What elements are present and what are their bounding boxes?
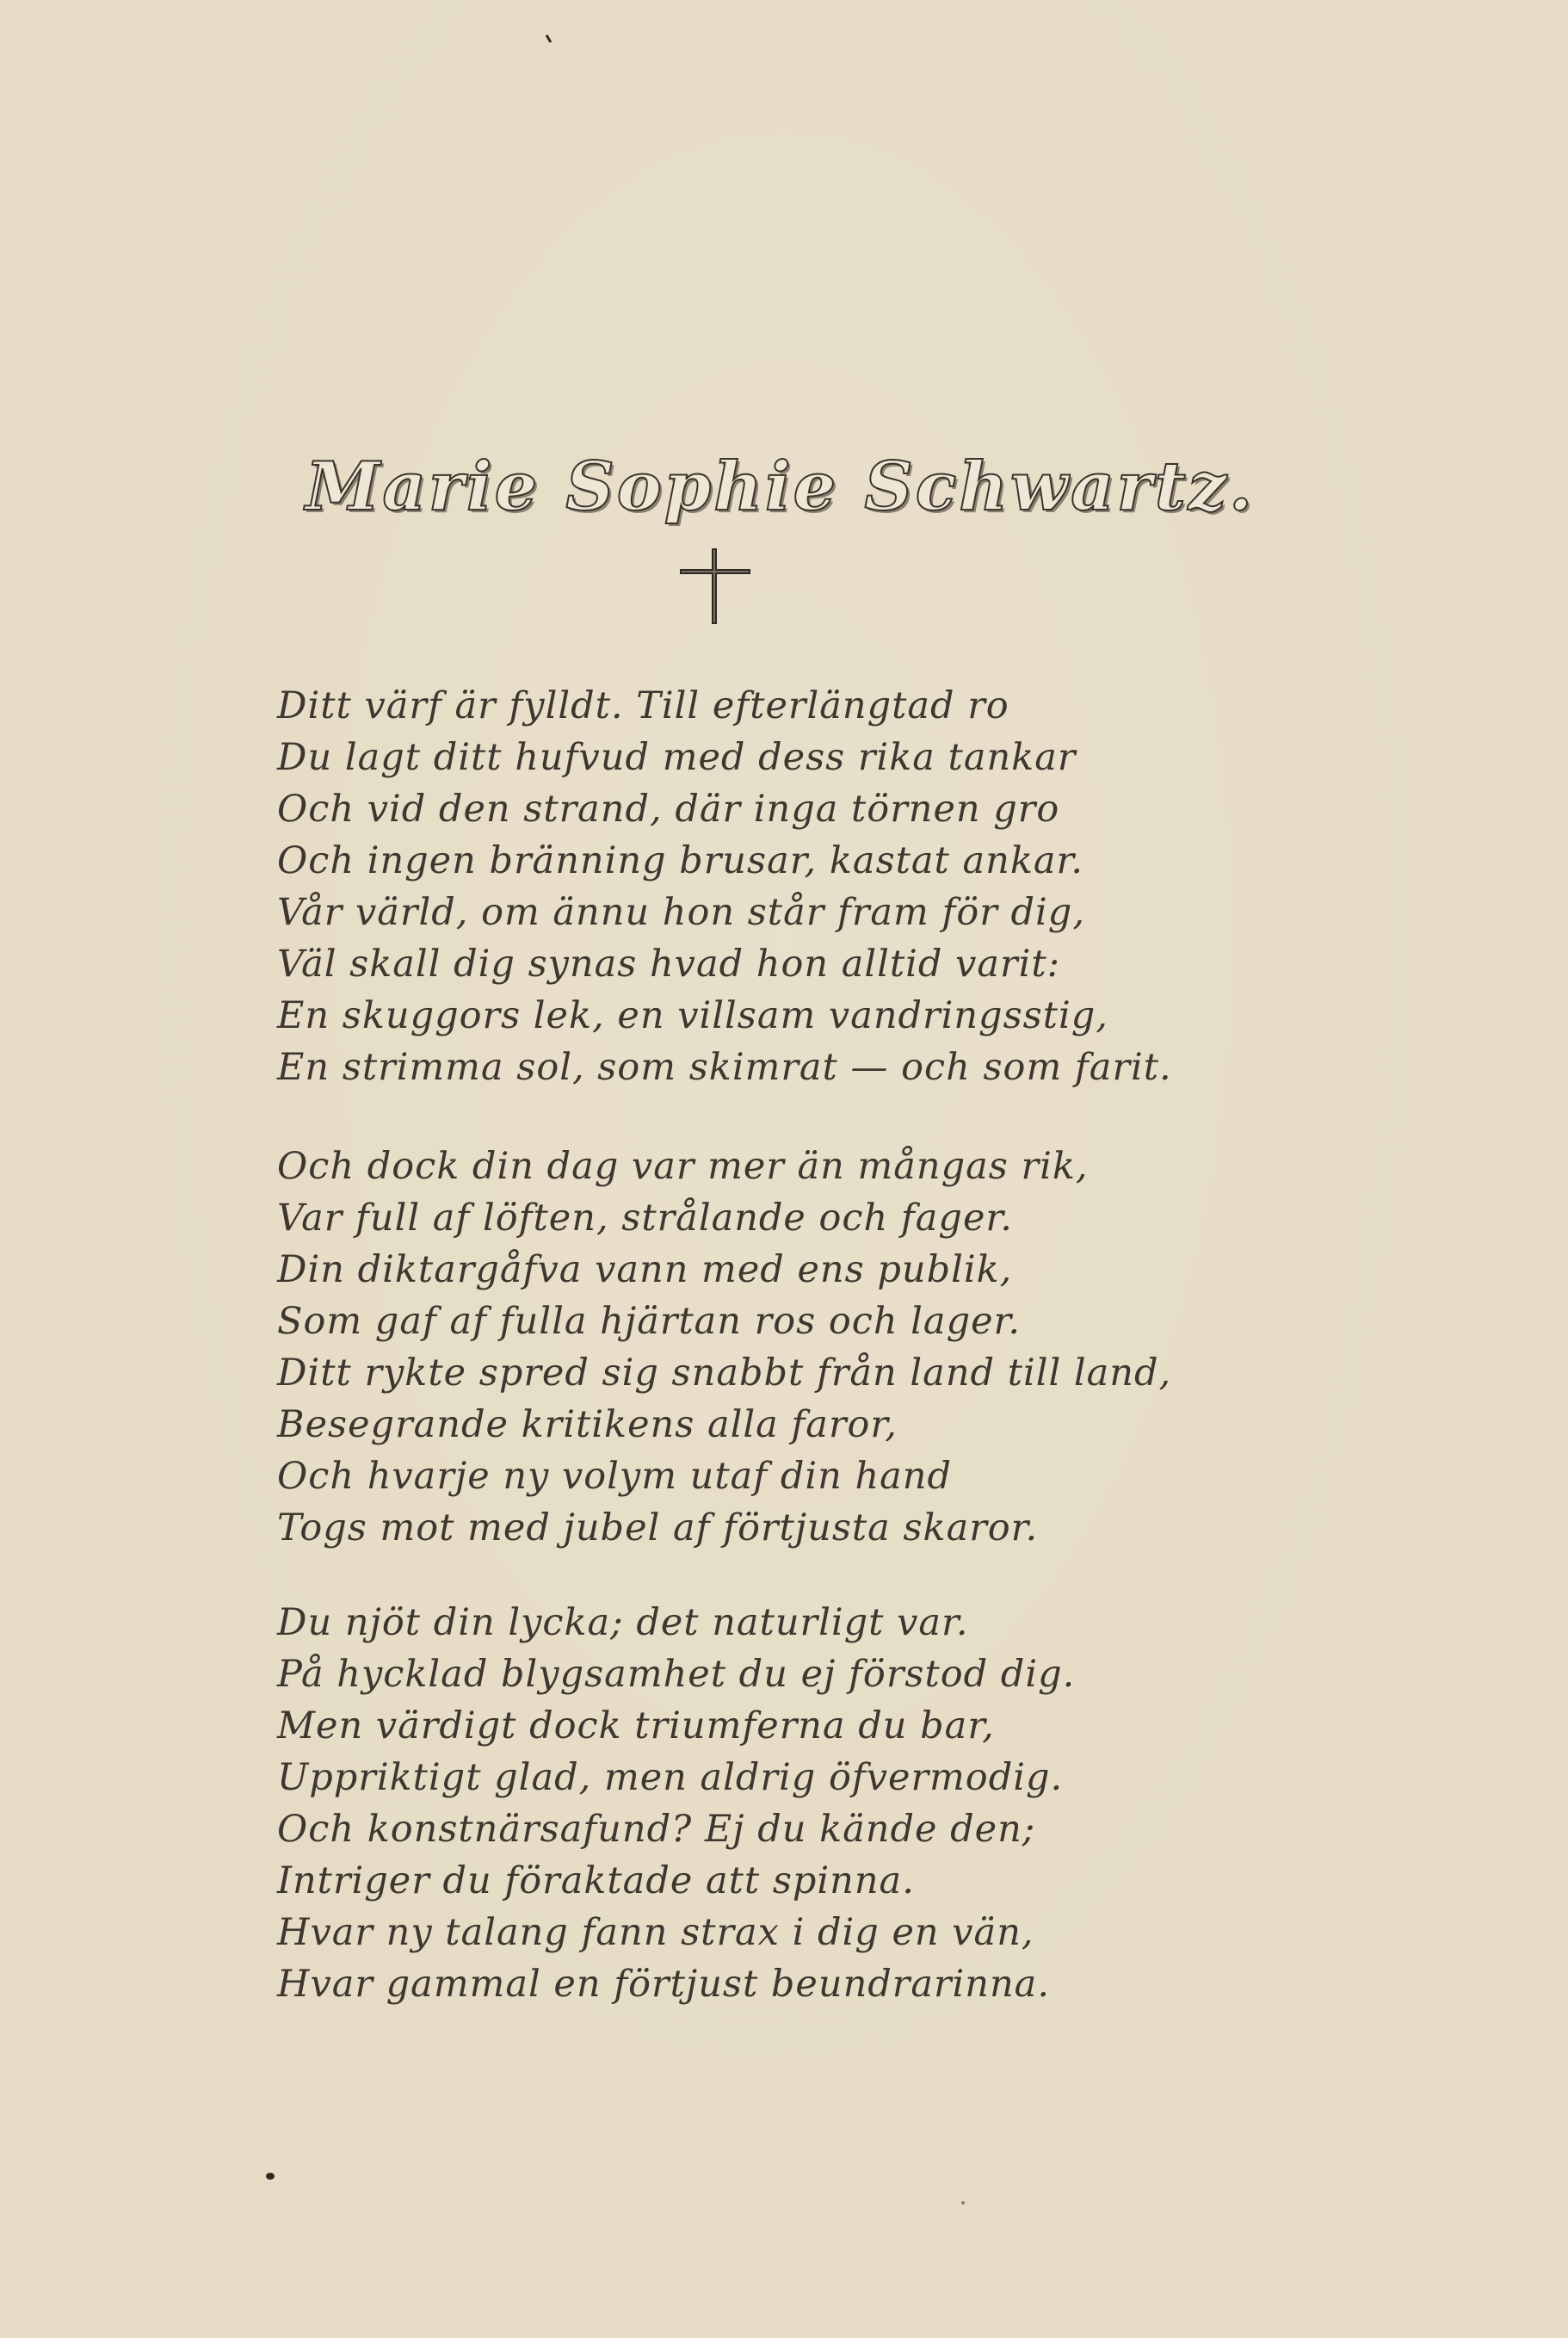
poem-line: Din diktargåfva vann med ens publik, — [277, 1248, 1013, 1291]
stanza-2 — [277, 1141, 1224, 1554]
ink-speck — [961, 2201, 965, 2205]
poem-line: Ditt rykte spred sig snabbt från land till land, — [277, 1351, 1172, 1395]
poem-line: Som gaf af fulla hjärtan ros och lager. — [277, 1300, 1022, 1343]
poem-line: Var full af löften, strålande och fager. — [277, 1197, 1013, 1240]
poem-line: Du njöt din lycka; det naturligt var. — [277, 1601, 969, 1644]
poem-line: Och ingen bränning brusar, kastat ankar. — [277, 839, 1084, 882]
poem-line: Hvar gammal en förtjust beundrarinna. — [277, 1963, 1050, 2006]
stanza-1 — [277, 680, 1224, 1093]
poem-line: Du lagt ditt hufvud med dess rika tankar — [277, 736, 1077, 779]
poem-line: En strimma sol, som skimrat — och som farit. — [277, 1046, 1172, 1089]
stanza-3 — [277, 1597, 1224, 2010]
poem-line: Och konstnärsafund? Ej du kände den; — [277, 1808, 1036, 1851]
poem-line: Men värdigt dock triumferna du bar, — [277, 1704, 995, 1747]
ink-speck — [266, 2173, 275, 2180]
ink-speck — [546, 34, 553, 43]
poem-line: Togs mot med jubel af förtjusta skaror. — [277, 1506, 1039, 1549]
poem-line: Uppriktigt glad, men aldrig öfvermodig. — [277, 1756, 1064, 1799]
poem-line: En skuggors lek, en villsam vandringsstig, — [277, 994, 1108, 1037]
poem-line: På hycklad blygsamhet du ej förstod dig. — [277, 1653, 1076, 1696]
poem-line: Och vid den strand, där inga törnen gro — [277, 788, 1060, 831]
poem-line: Och dock din dag var mer än mångas rik, — [277, 1145, 1089, 1188]
poem-line: Ditt värf är fylldt. Till efterlängtad ro — [277, 684, 1009, 727]
poem-line: Hvar ny talang fann strax i dig en vän, — [277, 1911, 1034, 1954]
poem-line: Väl skall dig synas hvad hon alltid varit: — [277, 943, 1061, 986]
poem-line: Intriger du föraktade att spinna. — [277, 1859, 915, 1902]
poem-title: Marie Sophie Schwartz. — [306, 448, 1256, 526]
latin-cross-icon — [680, 548, 750, 624]
poem-line: Och hvarje ny volym utaf din hand — [277, 1455, 953, 1498]
poem-line: Vår värld, om ännu hon står fram för dig, — [277, 891, 1085, 934]
poem-line: Besegrande kritikens alla faror, — [277, 1403, 898, 1446]
